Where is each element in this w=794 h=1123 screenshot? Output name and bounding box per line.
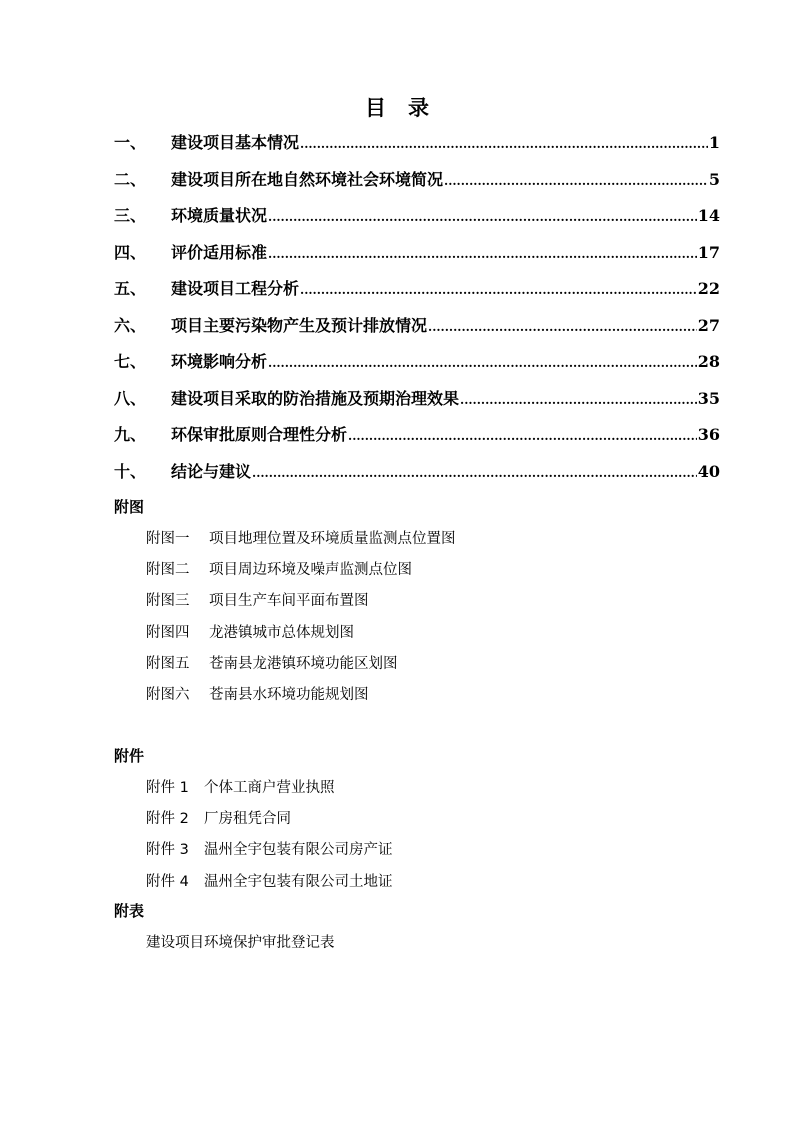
figure-item-text: 苍南县水环境功能规划图: [209, 686, 369, 703]
figure-item[interactable]: [146, 652, 456, 683]
attachment-item-text: 厂房租凭合同: [204, 811, 291, 828]
toc-entry-page: 22: [697, 279, 720, 298]
toc-entry-page: 35: [697, 388, 720, 408]
page-title-char-1: 目: [365, 95, 386, 120]
attachment-item-text: 个体工商户营业执照: [204, 780, 335, 796]
toc-entry-title: 评价适用标准: [171, 242, 268, 262]
toc-entry-number: 七、: [114, 352, 147, 371]
attachment-item[interactable]: [146, 838, 393, 869]
toc-entry-page: 5: [708, 169, 720, 189]
figure-item-label: 附图三: [146, 593, 190, 610]
toc-dot-leader: [252, 466, 697, 480]
toc-entry[interactable]: [114, 459, 720, 496]
attachment-item[interactable]: [146, 807, 393, 838]
attachment-item-label: 附件 3: [146, 842, 189, 859]
figures-list: [146, 527, 456, 714]
attachment-item-text: 温州全宇包装有限公司房产证: [204, 842, 393, 859]
attachments-list: [146, 776, 393, 901]
table-item-text: 建设项目环境保护审批登记表: [146, 935, 335, 951]
toc-dot-leader: [268, 247, 697, 261]
attachment-item-text: 温州全宇包装有限公司土地证: [204, 873, 393, 890]
toc-entry[interactable]: [114, 276, 720, 313]
table-item[interactable]: [146, 931, 335, 962]
toc-entry-number: 五、: [114, 279, 147, 298]
toc-entry-number: 一、: [114, 133, 147, 152]
toc-entry[interactable]: [114, 349, 720, 386]
toc-entry-number: 九、: [114, 425, 147, 444]
figure-item-label: 附图六: [146, 686, 190, 703]
figure-item-text: 项目生产车间平面布置图: [209, 593, 369, 610]
page-title: [0, 92, 794, 122]
figure-item-text: 龙港镇城市总体规划图: [209, 624, 354, 641]
toc-entry[interactable]: [114, 240, 720, 277]
toc-entry-number: 十、: [114, 461, 147, 481]
toc-entry-number: 六、: [114, 315, 147, 335]
toc-dot-leader: [268, 210, 697, 224]
toc-entry-title: 建设项目工程分析: [171, 279, 300, 298]
toc-dot-leader: [460, 393, 697, 407]
toc-entry-number: 二、: [114, 169, 147, 189]
figure-item-label: 附图四: [146, 624, 190, 641]
figure-item-text: 项目周边环境及噪声监测点位图: [209, 562, 412, 579]
toc-entry-title: 建设项目所在地自然环境社会环境简况: [171, 169, 444, 189]
toc-dot-leader: [300, 137, 708, 151]
toc-entry[interactable]: [114, 167, 720, 204]
page-title-char-2: 录: [408, 95, 429, 120]
figure-item[interactable]: [146, 683, 456, 714]
figure-item-text: 项目地理位置及环境质量监测点位置图: [209, 531, 456, 547]
toc-entry-title: 项目主要污染物产生及预计排放情况: [171, 315, 428, 335]
toc-dot-leader: [300, 283, 697, 297]
figure-item[interactable]: [146, 621, 456, 652]
toc-entry-title: 建设项目基本情况: [171, 133, 300, 152]
toc-entry[interactable]: [114, 422, 720, 459]
toc-dot-leader: [268, 356, 697, 370]
toc-entry[interactable]: [114, 313, 720, 350]
toc-entry[interactable]: [114, 203, 720, 240]
toc-entry-page: 1: [708, 133, 720, 152]
toc-entry-title: 结论与建议: [171, 461, 252, 481]
toc-entry-title: 环保审批原则合理性分析: [171, 425, 348, 444]
toc-entry-page: 40: [697, 461, 720, 481]
figure-item-text: 苍南县龙港镇环境功能区划图: [209, 655, 398, 672]
attachment-item-label: 附件 1: [146, 780, 189, 796]
toc-entry-title: 环境质量状况: [171, 206, 268, 225]
toc-entry-number: 八、: [114, 388, 147, 408]
toc-entry-number: 四、: [114, 242, 147, 262]
attachment-item-label: 附件 4: [146, 873, 189, 890]
figure-item[interactable]: [146, 558, 456, 589]
tables-heading: 附表: [114, 902, 145, 920]
toc-entry-page: 17: [697, 242, 720, 262]
toc-entry-page: 14: [697, 206, 720, 225]
figures-heading: 附图: [114, 498, 145, 516]
figure-item[interactable]: [146, 527, 456, 558]
figure-item-label: 附图二: [146, 562, 190, 579]
toc-entry[interactable]: [114, 386, 720, 423]
toc-entry-page: 36: [697, 425, 720, 444]
attachment-item[interactable]: [146, 776, 393, 807]
attachment-item[interactable]: [146, 870, 393, 901]
toc-entry[interactable]: [114, 130, 720, 167]
toc-entry-number: 三、: [114, 206, 147, 225]
toc-dot-leader: [444, 174, 708, 188]
table-of-contents: [114, 130, 720, 495]
toc-dot-leader: [428, 320, 697, 334]
figure-item-label: 附图五: [146, 655, 190, 672]
attachment-item-label: 附件 2: [146, 811, 189, 828]
attachments-heading: 附件: [114, 747, 145, 765]
toc-entry-page: 27: [697, 315, 720, 335]
toc-entry-page: 28: [697, 352, 720, 371]
toc-dot-leader: [348, 429, 697, 443]
tables-list: [146, 931, 335, 962]
toc-entry-title: 环境影响分析: [171, 352, 268, 371]
figure-item-label: 附图一: [146, 531, 190, 547]
figure-item[interactable]: [146, 589, 456, 620]
toc-entry-title: 建设项目采取的防治措施及预期治理效果: [171, 388, 460, 408]
